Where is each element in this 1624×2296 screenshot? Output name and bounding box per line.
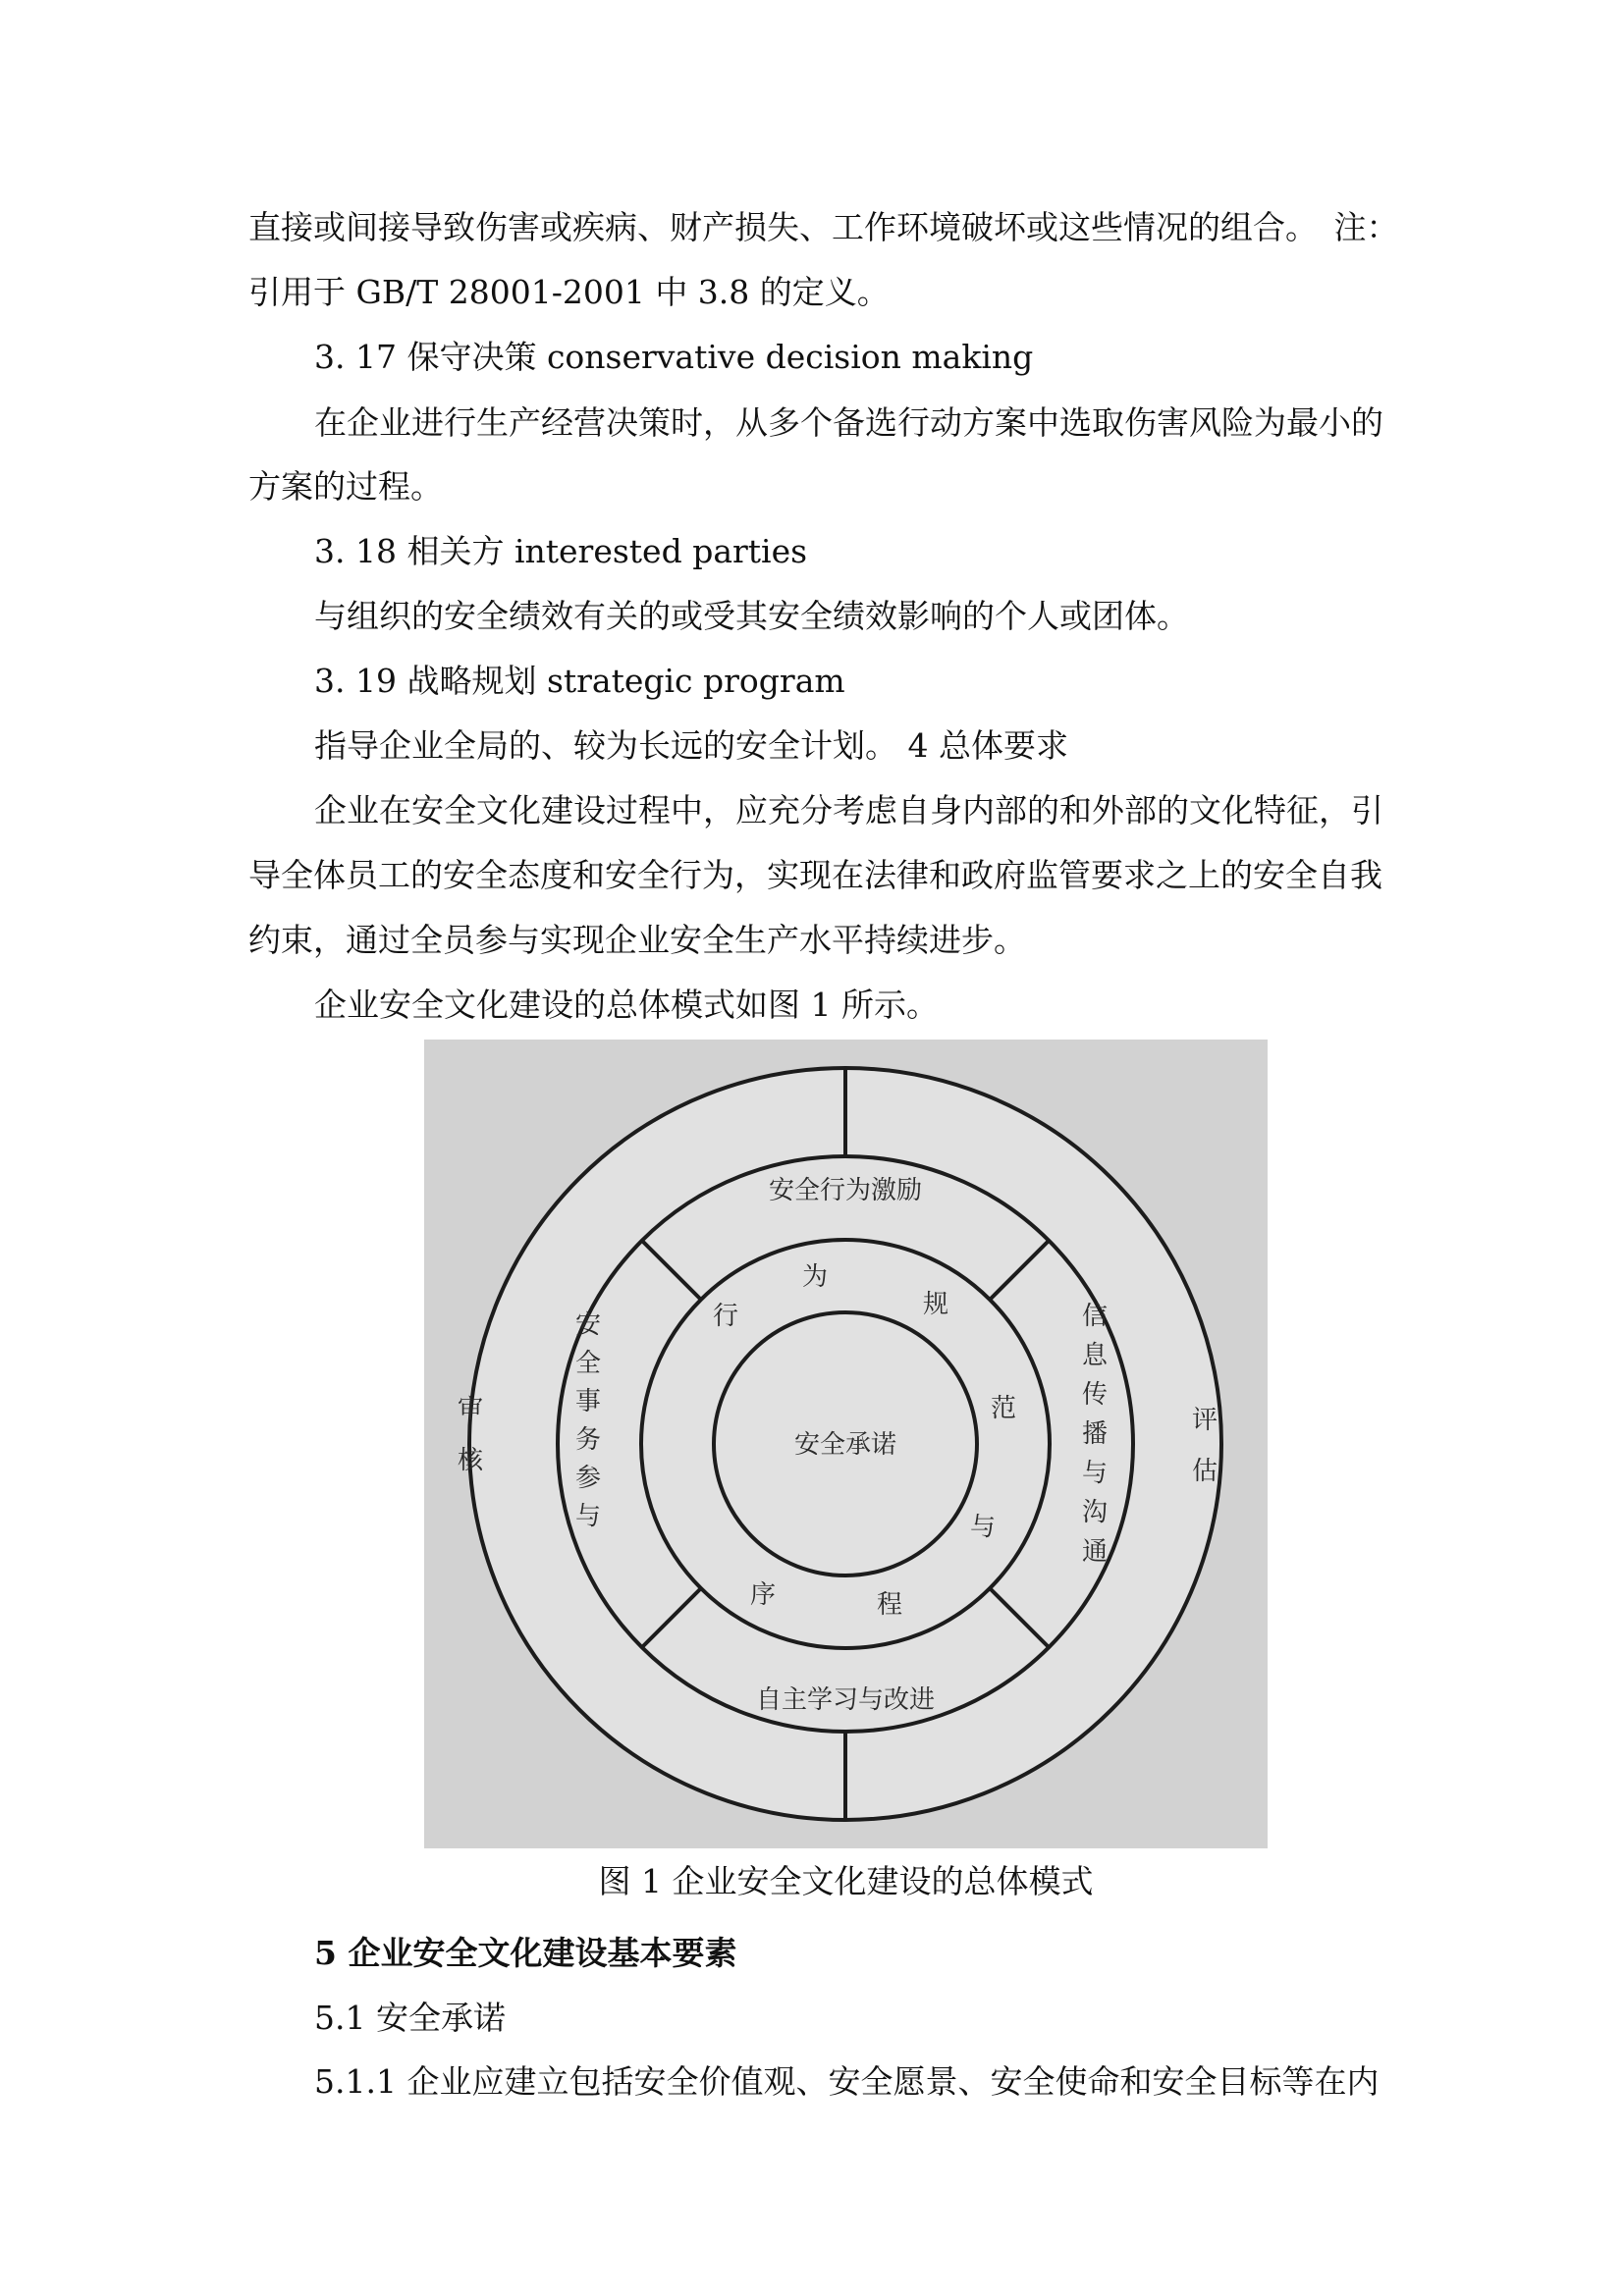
bottom-ring-label: 自主学习与改进 <box>755 1685 936 1715</box>
outer-left-char: 审 <box>457 1395 484 1424</box>
paragraph-line: 约束，通过全员参与实现企业安全生产水平持续进步。 <box>248 921 1026 959</box>
left-ring-char: 与 <box>574 1502 602 1531</box>
right-ring-char: 息 <box>1081 1341 1109 1370</box>
right-ring-char: 传 <box>1081 1380 1109 1410</box>
right-ring-label <box>1082 1302 1109 1567</box>
right-ring-char: 沟 <box>1081 1498 1109 1527</box>
clause-heading-3-17: 3. 17 保守决策 conservative decision making <box>314 338 1034 376</box>
outer-right-char: 估 <box>1191 1457 1218 1486</box>
paragraph-line: 导全体员工的安全态度和安全行为，实现在法律和政府监管要求之上的安全自我 <box>248 856 1382 894</box>
paragraph-line: 在企业进行生产经营决策时，从多个备选行动方案中选取伤害风险为最小的 <box>314 403 1383 442</box>
paragraph-line: 5.1.1 企业应建立包括安全价值观、安全愿景、安全使命和安全目标等在内 <box>314 2062 1380 2101</box>
left-ring-char: 事 <box>574 1387 602 1416</box>
inner-ring-char: 规 <box>922 1290 949 1319</box>
paragraph-line: 与组织的安全绩效有关的或受其安全绩效影响的个人或团体。 <box>314 597 1189 635</box>
outer-left-char: 核 <box>457 1446 484 1475</box>
inner-ring-char: 行 <box>712 1302 739 1331</box>
paragraph-line: 引用于 GB/T 28001-2001 中 3.8 的定义。 <box>248 273 890 311</box>
center-label: 安全承诺 <box>793 1430 897 1460</box>
clause-heading-3-18: 3. 18 相关方 interested parties <box>314 532 808 570</box>
subsection-heading-5-1: 5.1 安全承诺 <box>314 1999 506 2037</box>
left-ring-char: 参 <box>574 1464 602 1493</box>
left-ring-char: 安 <box>574 1310 602 1340</box>
clause-heading-3-19: 3. 19 战略规划 strategic program <box>314 662 845 700</box>
inner-ring-char: 序 <box>749 1580 777 1610</box>
inner-ring-char: 为 <box>801 1262 829 1292</box>
right-ring-char: 信 <box>1081 1302 1109 1331</box>
outer-right-char: 评 <box>1191 1406 1218 1435</box>
paragraph-line: 直接或间接导致伤害或疾病、财产损失、工作环境破坏或这些情况的组合。 注： <box>248 208 1399 246</box>
left-ring-char: 务 <box>574 1425 602 1455</box>
culture-model-diagram <box>424 1040 1268 1848</box>
right-ring-char: 与 <box>1081 1459 1109 1488</box>
paragraph-line: 方案的过程。 <box>248 467 443 506</box>
inner-ring-char: 程 <box>876 1590 903 1620</box>
paragraph-line: 企业安全文化建设的总体模式如图 1 所示。 <box>314 986 939 1024</box>
left-ring-char: 全 <box>574 1349 602 1378</box>
inner-ring-char: 范 <box>990 1394 1017 1423</box>
paragraph-line: 企业在安全文化建设过程中，应充分考虑自身内部的和外部的文化特征，引 <box>314 791 1383 829</box>
paragraph-line: 指导企业全局的、较为长远的安全计划。 4 总体要求 <box>314 726 1068 765</box>
top-ring-label: 安全行为激励 <box>768 1176 923 1205</box>
figure-caption: 图 1 企业安全文化建设的总体模式 <box>598 1862 1094 1900</box>
right-ring-char: 通 <box>1081 1537 1109 1567</box>
section-heading-5: 5 企业安全文化建设基本要素 <box>314 1934 737 1972</box>
right-ring-char: 播 <box>1081 1419 1109 1449</box>
inner-ring-char: 与 <box>969 1513 997 1542</box>
